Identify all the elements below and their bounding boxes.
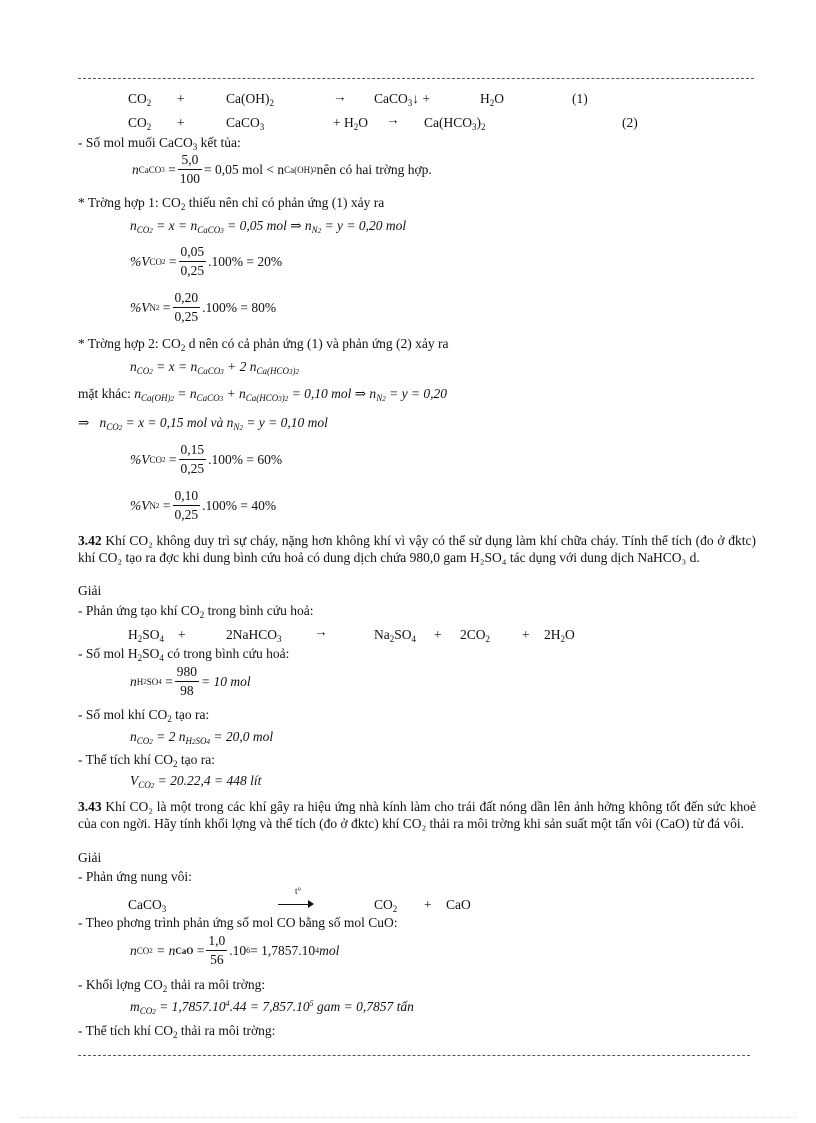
reaction-2-water: + $H_2O$ [333,115,368,132]
text-line: - Số mol $H_2SO_4$ có trong bình cứu hoả: [78,646,290,663]
solution-label: Giải [78,583,102,598]
reaction-3-42: $H_2SO_4$ [128,627,165,644]
reagent: 2NaHCO$_3$ [226,627,282,644]
reaction-2-product: $Ca(HCO_3)_2$ [424,115,486,132]
case-1-heading: * Trờng hợp 1: $CO_2$ thiếu nên chỉ có phản ứng (1) xảy ra [78,195,385,212]
arrow-icon: → [386,112,400,127]
case-2-heading: * Trờng hợp 2: $CO_2$ d nên có cả phản ứng (1) và phản ứng (2) xảy ra [78,336,449,353]
solution-label: Giải [78,850,102,865]
text-line: - Phản ứng tạo khí $CO_2$ trong bình cứu hoả: [78,603,314,620]
arrow-icon: → [333,89,347,104]
equation-mat-khac: mặt khác: $n_{Ca(OH)2} = n_{CaCO3} + n_{Ca(HCO3)2} = 0,10$ mol ⇒ $n_{N2} = y = 0,20$ [78,386,448,403]
plus-sign: + [424,897,432,912]
equation-n-caco3: n CaCO 3 = $\frac{5,0}{100}$ = 0,05 mol < n Ca(OH) 2 nên có hai trờng hợp. [132,152,432,186]
equation-case2-v-co2: %V CO 2 = $\frac{0,15}{0,25}$ .100% = 60% [130,442,283,476]
equation-case1-v-n2: %V N 2 = $\frac{0,20}{0,25}$ .100% = 80% [130,290,277,324]
reaction-1-product: CaCO$_3$↓ + [374,91,430,108]
arrow-icon: → [314,624,328,639]
equation-case1-moles: $n_{CO2} = x = n_{CaCO3} = 0,05$ mol ⇒ $n_{N2} = y = 0,20$ mol [130,218,407,235]
text-line: - Theo phơng trình phản ứng số mol CO bằng số mol CuO: [78,915,398,930]
reaction-2-plus: + [177,115,185,130]
reaction-2-number: (2) [622,115,638,130]
product: $CO_2$ [374,897,398,914]
equation-case1-v-co2: %V CO 2 = $\frac{0,05}{0,25}$ .100% = 20% [130,244,283,278]
text-line: - Thể tích khí $CO_2$ thải ra môi trờng: [78,1023,276,1040]
reaction-1-plus: + [177,91,185,106]
top-divider [78,78,754,79]
equation-n-co2-cao: n CO 2 = n CaO = $\frac{1,0}{56}$ .10 6 = 1,7857.10 4 mol [130,933,340,967]
product: $2CO_2$ [460,627,491,644]
heat-label: t° [294,886,302,896]
reaction-1-number: (1) [572,91,588,106]
text-line: - Thể tích khí $CO_2$ tạo ra: [78,752,215,769]
reaction-1-water: $H_2O$ [480,91,504,108]
heat-arrow-icon [278,896,314,910]
reaction-2: $CO_2$ [128,115,152,132]
page-edge [20,1117,796,1118]
text-line: - Phản ứng nung vôi: [78,869,192,884]
reaction-1-reagent: $Ca(OH)_2$ [226,91,274,108]
product: CaO [446,897,471,912]
plus-sign: + [434,627,442,642]
product: $Na_2SO_4$ [374,627,417,644]
plus-sign: + [522,627,530,642]
product: $2H_2O$ [544,627,575,644]
equation-n-h2so4: n H 2 SO 4 = $\frac{980}{98}$ = 10 mol [130,664,251,698]
text-line: - Khối lợng $CO_2$ thải ra môi trờng: [78,977,266,994]
precipitate-arrow-icon: ↓ [412,91,419,106]
equation-implies: ⇒ $n_{CO2} = x = 0,15$ mol và $n_{N2} = y = 0,10$ mol [78,415,328,432]
text-line: - Số mol khí $CO_2$ tạo ra: [78,707,210,724]
equation-m-co2: $m_{CO2} = 1,7857.10^4.44 = 7,857.10^5$ gam = 0,7857 tấn [130,999,414,1016]
equation-case2-v-n2: %V N 2 = $\frac{0,10}{0,25}$ .100% = 40% [130,488,277,522]
problem-3-42: 3.42 Khí CO₂ không duy trì sự cháy, nặng hơn không khí vì vậy có thể sử dụng làm khí chữa cháy. Tính thể tích (đo ở đktc) khí CO₂ tạo ra đợc khi dung bình cứu hoả có dung dịch chứa 980,0 gam H₂SO₄ tác dụng với dung dịch NaHCO₃ d. [78,533,756,565]
equation-case2-moles: $n_{CO2} = x = n_{CaCO3} + 2$ $n_{Ca(HCO3)2}$ [130,359,300,376]
bottom-divider [78,1055,750,1056]
text-line: - Số mol muối CaCO$_3$ kết tủa: [78,135,241,152]
equation-n-co2: $n_{CO2} = 2$ $n_{H2SO4} = 20,0$ mol [130,729,274,746]
equation-v-co2: $V_{CO2} = 20.22,4 = 448$ lít [130,773,262,790]
plus-sign: + [178,627,186,642]
reaction-3-43: CaCO$_3$ [128,897,167,914]
reaction-1: $CO_2$ [128,91,152,108]
problem-3-43: 3.43 Khí CO₂ là một trong các khí gây ra hiệu ứng nhà kính làm cho trái đất nóng dần lên ảnh hởng không tốt đến sức khoẻ của con ngời. Hãy tính khối lợng và thể tích (đo ở đktc) khí CO₂ thải ra môi trờng khi sản suất một tấn vôi (CaO) từ đá vôi. [78,799,756,831]
reaction-2-reagent: CaCO$_3$ [226,115,265,132]
